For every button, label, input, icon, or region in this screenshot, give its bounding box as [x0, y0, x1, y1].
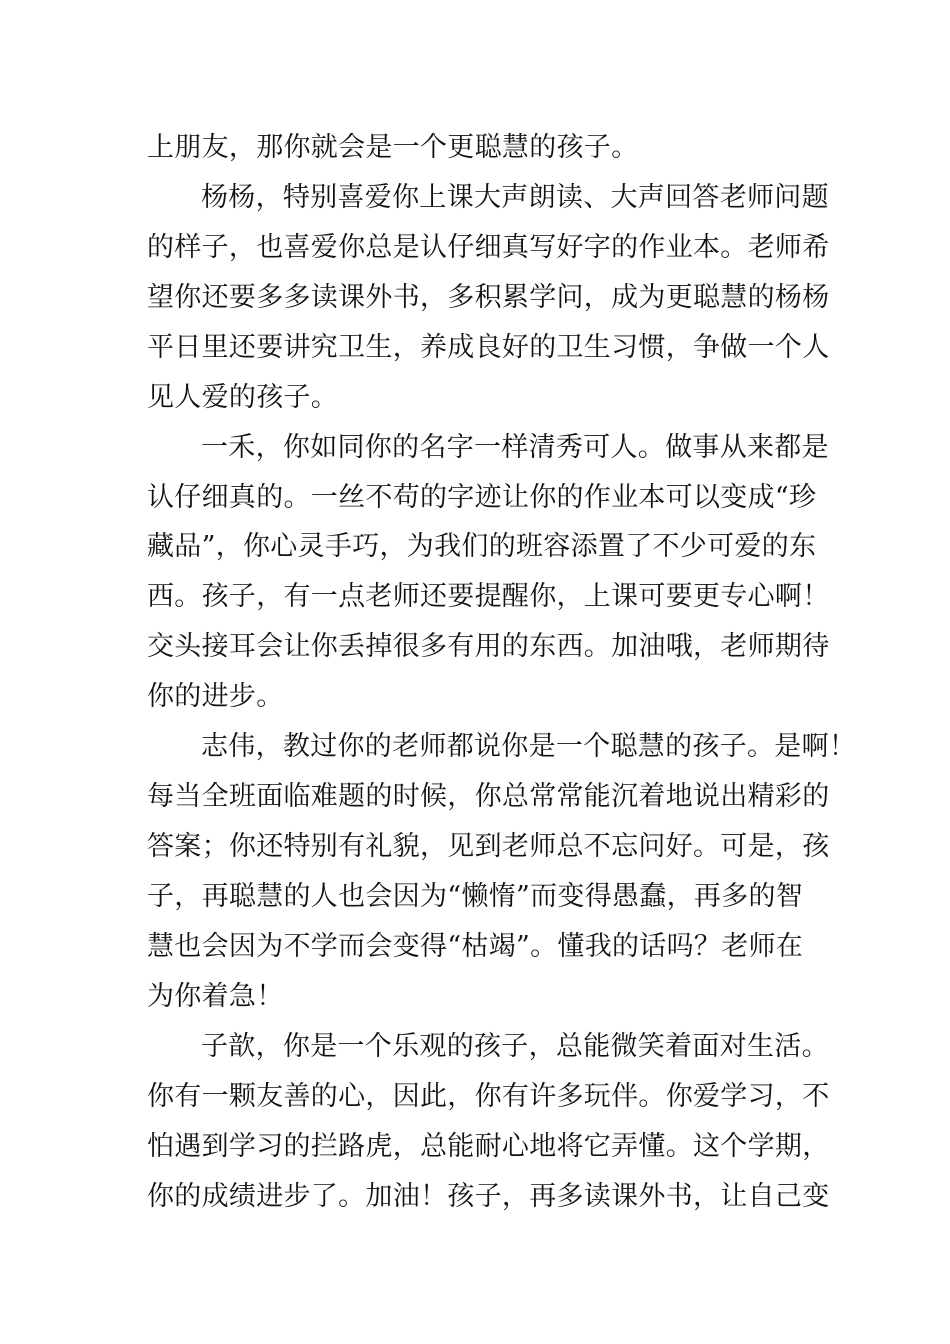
text-line: 西。孩子，有一点老师还要提醒你，上课可要更专心啊！	[147, 581, 830, 612]
text-line: 认仔细真的。一丝不苟的字迹让你的作业本可以变成“珍	[147, 482, 817, 513]
paragraph-start-line: 子歆，你是一个乐观的孩子，总能微笑着面对生活。	[201, 1031, 829, 1062]
text-line: 为你着急！	[147, 981, 284, 1012]
text-line: 每当全班面临难题的时候，你总常常能沉着地说出精彩的	[147, 781, 830, 812]
text-line: 你的进步。	[147, 681, 284, 712]
text-line: 慧也会因为不学而会变得“枯竭”。懂我的话吗？老师在	[147, 931, 804, 962]
text-line: 上朋友，那你就会是一个更聪慧的孩子。	[147, 132, 639, 163]
text-line: 藏品”，你心灵手巧，为我们的班容添置了不少可爱的东	[147, 531, 817, 562]
text-line: 你有一颗友善的心，因此，你有许多玩伴。你爱学习，不	[147, 1081, 830, 1112]
text-line: 你的成绩进步了。加油！孩子，再多读课外书，让自己变	[147, 1181, 830, 1212]
text-line: 怕遇到学习的拦路虎，总能耐心地将它弄懂。这个学期，	[147, 1131, 830, 1162]
paragraph-start-line: 志伟，教过你的老师都说你是一个聪慧的孩子。是啊！	[201, 731, 857, 762]
paragraph-start-line: 杨杨，特别喜爱你上课大声朗读、大声回答老师问题	[201, 182, 829, 213]
paragraph-start-line: 一禾，你如同你的名字一样清秀可人。做事从来都是	[201, 432, 829, 463]
text-line: 见人爱的孩子。	[147, 382, 339, 413]
text-line: 的样子，也喜爱你总是认仔细真写好字的作业本。老师希	[147, 232, 830, 263]
text-line: 望你还要多多读课外书，多积累学问，成为更聪慧的杨杨	[147, 282, 830, 313]
text-line: 交头接耳会让你丢掉很多有用的东西。加油哦，老师期待	[147, 631, 830, 662]
text-line: 平日里还要讲究卫生，养成良好的卫生习惯，争做一个人	[147, 332, 830, 363]
text-line: 答案；你还特别有礼貌，见到老师总不忘问好。可是，孩	[147, 831, 830, 862]
text-line: 子，再聪慧的人也会因为“懒惰”而变得愚蠢，再多的智	[147, 881, 804, 912]
